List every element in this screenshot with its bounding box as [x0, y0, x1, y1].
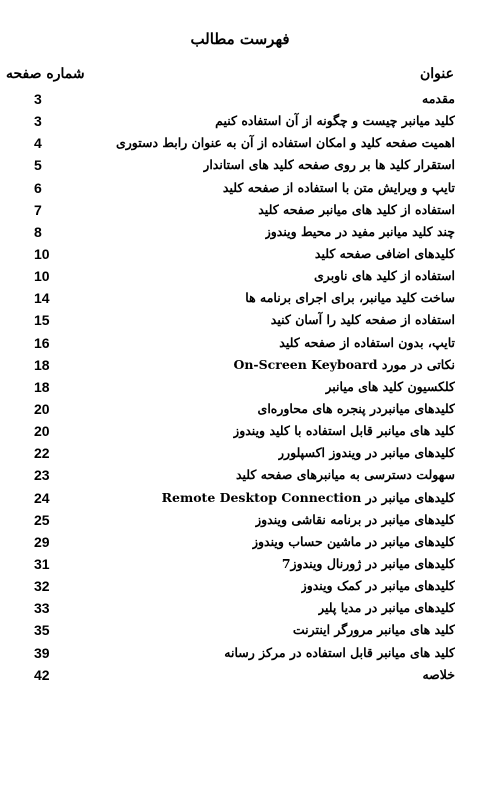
toc-entry-page-number: 10 [34, 245, 50, 262]
toc-entry[interactable] [0, 664, 480, 686]
toc-entry-title: کلید میانبر چیست و چگونه از آن استفاده کنیم [215, 113, 455, 129]
toc-entry-title: مقدمه [422, 91, 455, 106]
toc-entry[interactable] [0, 487, 480, 509]
toc-entry[interactable] [0, 354, 480, 376]
toc-entry-title: چند کلید میانبر مفید در محیط ویندوز [264, 223, 455, 239]
toc-entry-title: تایپ، بدون استفاده از صفحه کلید [279, 334, 455, 350]
toc-entry[interactable] [0, 199, 480, 221]
toc-entry[interactable] [0, 575, 480, 597]
toc-entry-title: ساخت کلید میانبر، برای اجرای برنامه ها [245, 290, 455, 306]
toc-entry[interactable] [0, 619, 480, 641]
toc-entry-page-number: 33 [34, 600, 50, 617]
toc-entry-title: کلکسیون کلید های میانبر [325, 378, 455, 394]
toc-entry-title: کلیدهای اضافی صفحه کلید [314, 245, 455, 261]
toc-entry[interactable] [0, 531, 480, 553]
toc-entry-title: کلیدهای میانبردر پنجره های محاوره‌ای [257, 400, 455, 416]
toc-entry-title: کلید های میانبر قابل استفاده در مرکز رسانه [224, 644, 455, 660]
toc-entry-title: خلاصه [422, 666, 455, 682]
toc-entry-title: اهمیت صفحه کلید و امکان استفاده از آن به عنوان رابط دستوری [115, 135, 455, 151]
toc-entry-page-number: 31 [34, 555, 50, 572]
toc-header [6, 66, 454, 82]
toc-entry[interactable] [0, 243, 480, 265]
toc-entry[interactable] [0, 509, 480, 531]
toc-entry-page-number: 3 [34, 91, 42, 107]
toc-entry-page-number: 42 [34, 666, 50, 683]
toc-entry-title: کلیدهای میانبر در ماشین حساب ویندوز [251, 533, 455, 549]
toc-entry-page-number: 20 [34, 423, 50, 440]
toc-entry-page-number: 15 [34, 312, 50, 329]
toc-list [0, 88, 480, 686]
toc-entry-page-number: 29 [34, 533, 50, 550]
toc-entry[interactable] [0, 287, 480, 309]
toc-entry[interactable] [0, 553, 480, 575]
toc-entry-page-number: 39 [34, 644, 50, 661]
toc-entry-title: استفاده از صفحه کلید را آسان کنید [270, 312, 455, 328]
toc-entry[interactable] [0, 376, 480, 398]
toc-entry-page-number: 23 [34, 467, 50, 484]
toc-entry-title: کلیدهای میانبر در برنامه نقاشی ویندوز [255, 511, 455, 527]
toc-entry[interactable] [0, 177, 480, 199]
toc-entry-page-number: 22 [34, 445, 50, 462]
page-title: فهرست مطالب [190, 30, 290, 48]
toc-entry[interactable] [0, 154, 480, 176]
toc-entry-page-number: 18 [34, 356, 50, 373]
toc-entry-page-number: 24 [34, 489, 50, 506]
page-number-column-header: شماره صفحه [6, 66, 85, 82]
toc-entry[interactable] [0, 442, 480, 464]
toc-entry[interactable] [0, 642, 480, 664]
toc-entry[interactable] [0, 221, 480, 243]
toc-entry-page-number: 7 [34, 201, 42, 218]
toc-entry-page-number: 14 [34, 290, 50, 307]
toc-entry-title: کلیدهای میانبر در Remote Desktop Connection [161, 489, 455, 505]
toc-entry-title: کلیدهای میانبر در ژورنال ویندوز7 [281, 555, 455, 571]
toc-entry-title: سهولت دسترسی به میانبرهای صفحه کلید [235, 467, 455, 483]
toc-entry-title: استفاده از کلید های میانبر صفحه کلید [258, 201, 455, 217]
toc-entry-page-number: 32 [34, 578, 50, 595]
toc-entry-title: کلید های میانبر قابل استفاده با کلید ویندوز [233, 423, 455, 439]
toc-entry[interactable] [0, 464, 480, 486]
toc-entry[interactable] [0, 420, 480, 442]
toc-entry-page-number: 25 [34, 511, 50, 528]
toc-entry-title: کلید های میانبر مرورگر اینترنت [292, 622, 455, 638]
toc-entry-page-number: 3 [34, 113, 42, 130]
toc-entry-page-number: 8 [34, 223, 42, 240]
toc-entry[interactable] [0, 132, 480, 154]
toc-entry[interactable] [0, 398, 480, 420]
toc-entry-page-number: 16 [34, 334, 50, 351]
toc-entry-page-number: 35 [34, 622, 50, 639]
toc-entry-title: تایپ و ویرایش متن با استفاده از صفحه کلید [222, 179, 455, 195]
toc-entry-page-number: 20 [34, 400, 50, 417]
toc-entry-title: کلیدهای میانبر در کمک ویندوز [300, 578, 455, 594]
toc-entry-page-number: 5 [34, 157, 42, 174]
title-column-header: عنوان [420, 66, 454, 82]
toc-entry[interactable] [0, 597, 480, 619]
toc-entry-title: کلیدهای میانبر در مدیا پلیر [318, 600, 455, 616]
toc-entry[interactable] [0, 265, 480, 287]
toc-entry[interactable] [0, 332, 480, 354]
toc-entry-title: استفاده از کلید های ناوبری [314, 268, 455, 284]
toc-entry-title: کلیدهای میانبر در ویندوز اکسپلورر [278, 445, 455, 461]
toc-entry[interactable] [0, 309, 480, 331]
toc-entry-page-number: 18 [34, 378, 50, 395]
toc-entry[interactable] [0, 88, 480, 110]
toc-entry-title: نکاتی در مورد On-Screen Keyboard [233, 356, 455, 372]
toc-entry-title: استقرار کلید ها بر روی صفحه کلید های استاندار [203, 157, 455, 173]
toc-entry-page-number: 6 [34, 179, 42, 196]
toc-entry-page-number: 10 [34, 268, 50, 285]
toc-entry-page-number: 4 [34, 135, 42, 152]
toc-entry[interactable] [0, 110, 480, 132]
